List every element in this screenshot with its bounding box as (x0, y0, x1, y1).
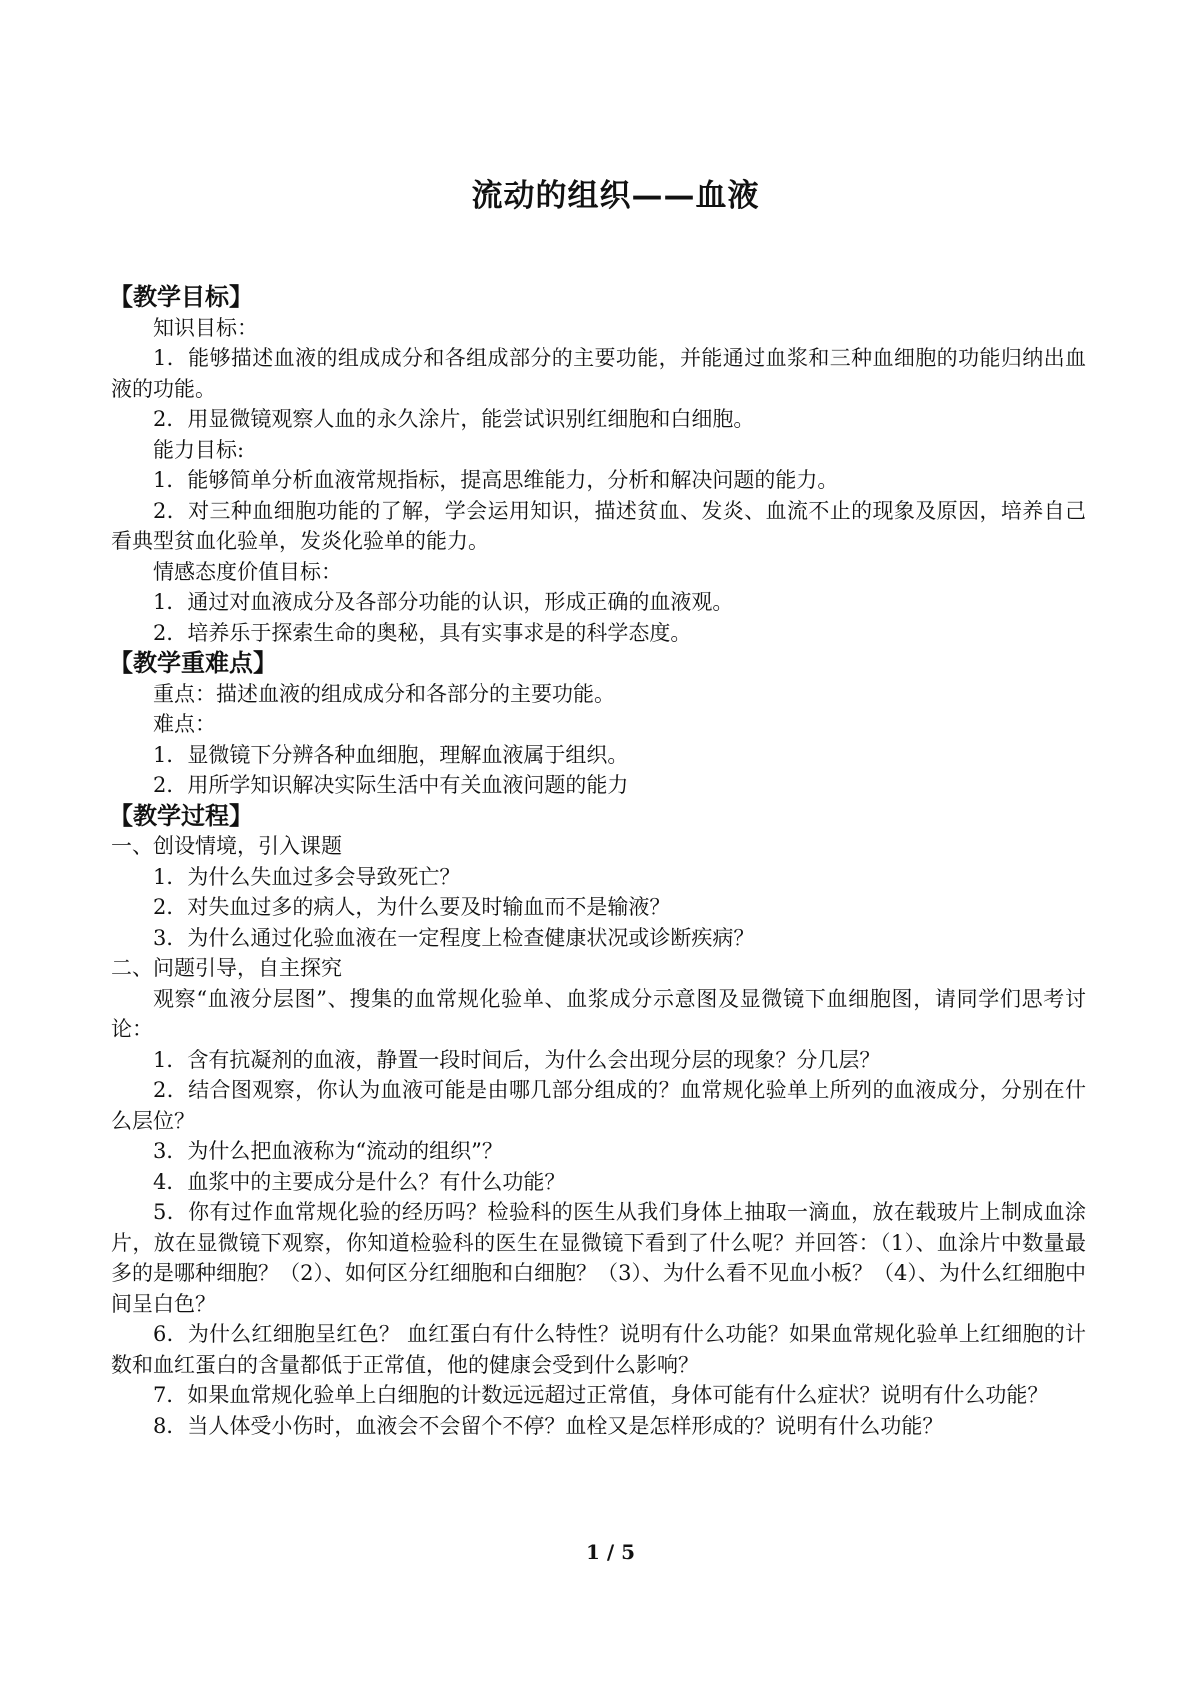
document-title: 流动的组织——血液 (471, 178, 760, 214)
question-item: 8．当人体受小伤时，血液会不会留个不停？血栓又是怎样形成的？说明有什么功能？ (153, 1413, 944, 1438)
question-item: 4．血浆中的主要成分是什么？有什么功能？ (153, 1169, 566, 1194)
page-number: 1 / 5 (585, 1540, 636, 1564)
paragraph: 难点： (153, 712, 216, 736)
question-item: 1．为什么失血过多会导致死亡？ (153, 864, 461, 889)
paragraph: 2．用所学知识解决实际生活中有关血液问题的能力 (153, 773, 629, 797)
subheading-attitude: 情感态度价值目标： (153, 559, 342, 584)
document-body (111, 282, 1086, 1441)
subheading-ability: 能力目标: (153, 437, 245, 462)
question-item: 5．你有过作血常规化验的经历吗？检验科的医生从我们身体上抽取一滴血，放在载玻片上制成血涂片，放在显微镜下观察，你知道检验科的医生在显微镜下看到了什么呢？并回答：（1）、血涂片中数量最多的是哪种细胞？（2）、如何区分红细胞和白细胞？（3）、为什么看不见血小板？（4）、为什么红细胞中间呈白色？ (111, 1200, 1086, 1316)
question-item: 3．为什么通过化验血液在一定程度上检查健康状况或诊断疾病？ (153, 925, 755, 950)
paragraph: 2．用显微镜观察人血的永久涂片，能尝试识别红细胞和白细胞。 (153, 407, 755, 431)
question-item: 1．含有抗凝剂的血液，静置一段时间后，为什么会出现分层的现象？分几层？ (153, 1047, 881, 1072)
question-item: 2．结合图观察，你认为血液可能是由哪几部分组成的？血常规化验单上所列的血液成分，分别在什么层位？ (111, 1078, 1086, 1133)
question-item: 6．为什么红细胞呈红色？ 血红蛋白有什么特性？说明有什么功能？如果血常规化验单上红细胞的计数和血红蛋白的含量都低于正常值，他的健康会受到什么影响？ (111, 1322, 1086, 1377)
question-item: 7．如果血常规化验单上白细胞的计数远远超过正常值，身体可能有什么症状？说明有什么功能？ (153, 1383, 1049, 1407)
section-heading-key-points: 【教学重难点】 (109, 649, 277, 677)
section-heading-objectives: 【教学目标】 (109, 283, 253, 311)
question-item: 2．对失血过多的病人，为什么要及时输血而不是输液？ (153, 895, 671, 919)
section-heading-process: 【教学过程】 (109, 801, 253, 830)
subheading-knowledge: 知识目标： (153, 315, 258, 340)
subsection-title: 一、创设情境，引入课题 (111, 834, 342, 858)
paragraph: 1．能够简单分析血液常规指标，提高思维能力，分析和解决问题的能力。 (153, 468, 839, 492)
paragraph: 观察“血液分层图”、搜集的血常规化验单、血浆成分示意图及显微镜下血细胞图，请同学们思考讨论： (111, 986, 1086, 1041)
subsection-title: 二、问题引导，自主探究 (111, 956, 342, 980)
paragraph: 2．培养乐于探索生命的奥秘，具有实事求是的科学态度。 (153, 620, 692, 645)
paragraph: 1．能够描述血液的组成成分和各组成部分的主要功能，并能通过血浆和三种血细胞的功能归纳出血液的功能。 (111, 346, 1086, 401)
question-item: 3．为什么把血液称为“流动的组织”？ (153, 1139, 503, 1163)
paragraph: 1．显微镜下分辨各种血细胞，理解血液属于组织。 (153, 742, 629, 767)
paragraph: 2．对三种血细胞功能的了解，学会运用知识，描述贫血、发炎、血流不止的现象及原因，培养自己看典型贫血化验单，发炎化验单的能力。 (111, 498, 1086, 553)
paragraph: 重点：描述血液的组成成分和各部分的主要功能。 (153, 681, 615, 706)
paragraph: 1．通过对血液成分及各部分功能的认识，形成正确的血液观。 (153, 590, 734, 614)
